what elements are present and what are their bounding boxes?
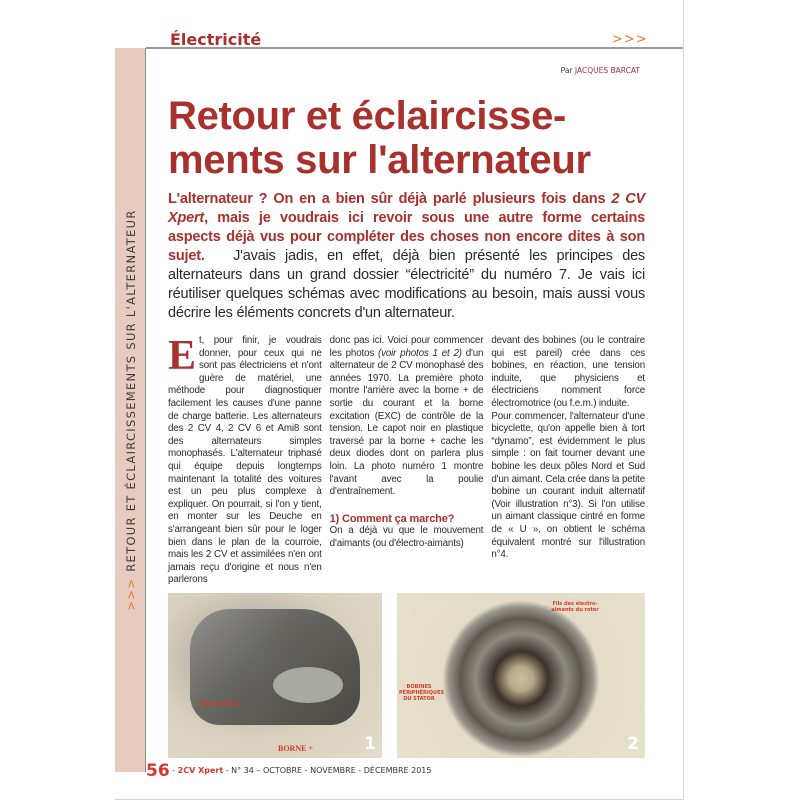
photos <box>168 593 645 758</box>
article-body <box>168 94 645 758</box>
column-1-text: t, pour finir, je voudrais donner, pour ceux qui ne sont pas électriciens et n'ont guère de matériel, une méthode pour diagnostiquer facilement les causes d'une panne de charge batterie. Les alternateurs des 2 CV 4, 2 CV 6 et Ami8 sont des alternateurs simples monophasés. L'alternateur triphasé qui équipe depuis longtemps maintenant la totalité des voitures est un peu plus complexe à expliquer. On pourrait, si l'on y tient, en monter sur les Deuche en s'arrangeant bien sûr pour le loger bien dans le plan de la courroie, mais les 2 CV et assimilées n'en ont jamais reçu d'origine et nous n'en parlerons <box>168 335 322 586</box>
label-borne-plus: BORNE + <box>278 744 314 753</box>
section-rubric: Électricité <box>170 30 262 49</box>
label-stator-coils: BOBINES PÉRIPHÉRIQUES DU STATOR <box>399 683 445 702</box>
intro-body: J'avais jadis, en effet, déjà bien présenté les principes des alternateurs dans un grand dossier “électricité” du numéro 7. Je vais ici réutiliser quelques schémas avec modifications au besoin, mais aussi vous décrire les éléments concrets d'un alternateur. <box>168 248 645 321</box>
photo-alternator-rear <box>168 593 382 758</box>
column-1 <box>168 335 322 587</box>
page-edge <box>683 0 684 800</box>
header-chevrons-icon: >>> <box>612 32 648 47</box>
photo-alternator-front <box>397 593 645 758</box>
byline-prefix: Par <box>560 66 573 75</box>
running-title-text: RETOUR ET ÉCLAIRCISSEMENTS SUR L'ALTERNATEUR <box>124 209 138 572</box>
column-3-text-b: Pour commencer, l'alternateur d'une bicyclette, qu'on appelle bien à tort “dynamo”, est évidemment le plus simple : on fait tourner devant une bobine les deux pôles Nord et Sud d'un aimant. Cela crée dans la petite bobine un courant induit alternatif (Voir illustration n°3). Si l'on utilise un aimant classique cintré en forme de « U », on obtient le schéma équivalent montré sur l'illustration n°4. <box>491 410 646 561</box>
intro-lead-2: , mais je voudrais ici revoir sous une autre forme certains aspects déjà vus pour compléter des choses non encore dites à son sujet. <box>168 210 645 264</box>
photo-number: 2 <box>627 734 639 754</box>
footer-issue: - N° 34 – OCTOBRE - NOVEMBRE - DÉCEMBRE 2015 <box>225 766 432 775</box>
column-2-text-a: donc pas ici. Voici pour commencer les photos <box>329 335 484 359</box>
label-borne-exc: Borne EXC <box>200 699 240 709</box>
column-3-text-a: devant des bobines (ou le contraire qui est pareil) crée dans ces bobines, en réaction, une tension induite, que physiciens et électriciens nomment force électromotrice (ou f.e.m.) induite. <box>491 335 646 409</box>
column-2-text-c: On a déjà vu que le mouvement d'aimants (ou d'électro-aimants) <box>329 525 484 549</box>
author: JACQUES BARCAT <box>574 66 640 75</box>
label-rotor-wires: Fils des électro-aimants du rotor <box>551 600 599 613</box>
footer-magazine: 2CV Xpert <box>177 766 224 775</box>
intro <box>168 190 645 323</box>
columns <box>168 335 645 587</box>
chevrons-icon: >>> <box>124 577 138 611</box>
magazine-name: 2 CV Xpert <box>168 191 645 226</box>
running-title <box>124 209 138 610</box>
page-number: 56 <box>146 761 170 781</box>
intro-lead-1: L'alternateur ? On en a bien sûr déjà parlé plusieurs fois dans <box>168 191 612 207</box>
column-3 <box>491 335 645 587</box>
drop-cap: E <box>168 333 196 379</box>
column-2-text-b: d'un alternateur de 2 CV monophasé des années 1970. La première photo montre l'arrière avec la borne + de sortie du courant et la borne excitation (EXC) de contrôle de la tension. Le capot noir en plastique traversé par la borne + cache les deux diodes dont on parlera plus loin. La photo numéro 1 montre l'avant avec la poulie d'entraînement. <box>329 347 484 498</box>
column-2 <box>330 335 484 587</box>
subheading: 1) Comment ça marche? <box>329 512 455 525</box>
article-title: Retour et éclaircisse-ments sur l'alternateur <box>168 94 591 182</box>
byline <box>561 66 640 75</box>
photo-reference: (voir photos 1 et 2) <box>378 347 462 359</box>
footer: 56 - 2CV Xpert - N° 34 – OCTOBRE - NOVEMBRE - DÉCEMBRE 2015 <box>146 761 432 781</box>
photo-number: 1 <box>364 734 376 754</box>
